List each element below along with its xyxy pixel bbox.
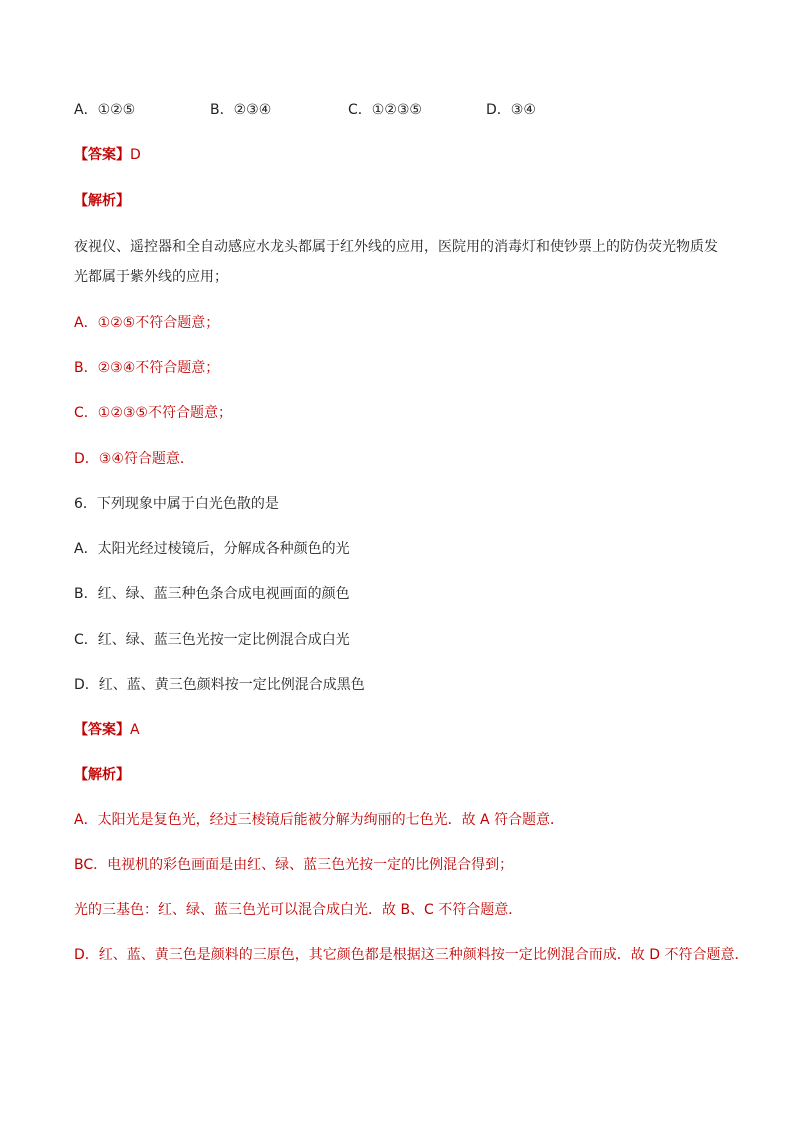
option-b: B．②③④ (210, 102, 272, 118)
option-d: D．③④ (486, 102, 536, 118)
q6-analysis-line-2: BC．电视机的彩色画面是由红、绿、蓝三色光按一定的比例混合得到； (74, 857, 514, 873)
q6-answer (74, 720, 140, 740)
option-a: A．①②⑤ (74, 102, 136, 118)
option-c: C．①②③⑤ (348, 102, 422, 118)
q6-choice-b: B．红、绿、蓝三种色条合成电视画面的颜色 (74, 586, 350, 602)
q6-analysis-line-4: D．红、蓝、黄三色是颜料的三原色，其它颜色都是根据这三种颜料按一定比例混合而成．故 D 不符合题意． (74, 947, 749, 963)
answer-label: 【答案】 (74, 722, 130, 738)
q6-analysis-line-1: A．太阳光是复色光，经过三棱镜后能被分解为绚丽的七色光．故 A 符合题意． (74, 812, 565, 828)
q5-analysis-label (74, 191, 130, 211)
answer-label: 【答案】 (74, 147, 130, 163)
q6-choice-c: C．红、绿、蓝三色光按一定比例混合成白光 (74, 632, 350, 648)
q6-analysis-label (74, 765, 130, 785)
analysis-label: 【解析】 (74, 767, 130, 783)
q5-answer (74, 145, 141, 165)
answer-value: A (130, 722, 140, 738)
q6-question: 6．下列现象中属于白光色散的是 (74, 496, 279, 512)
q5-point-b: B．②③④不符合题意； (74, 360, 220, 376)
answer-value: D (130, 147, 141, 163)
q6-choice-d: D．红、蓝、黄三色颜料按一定比例混合成黑色 (74, 677, 365, 693)
q6-analysis-line-3: 光的三基色：红、绿、蓝三色光可以混合成白光．故 B、C 不符合题意． (74, 902, 523, 918)
q5-point-c: C．①②③⑤不符合题意； (74, 405, 232, 421)
analysis-label: 【解析】 (74, 193, 130, 209)
q5-point-a: A．①②⑤不符合题意； (74, 315, 220, 331)
q5-analysis-line-1: 夜视仪、遥控器和全自动感应水龙头都属于红外线的应用，医院用的消毒灯和使钞票上的防伪荧光物质发 (74, 239, 718, 255)
q6-choice-a: A．太阳光经过棱镜后，分解成各种颜色的光 (74, 541, 350, 557)
q5-point-d: D．③④符合题意． (74, 451, 194, 467)
q5-analysis-line-2: 光都属于紫外线的应用； (74, 269, 228, 285)
